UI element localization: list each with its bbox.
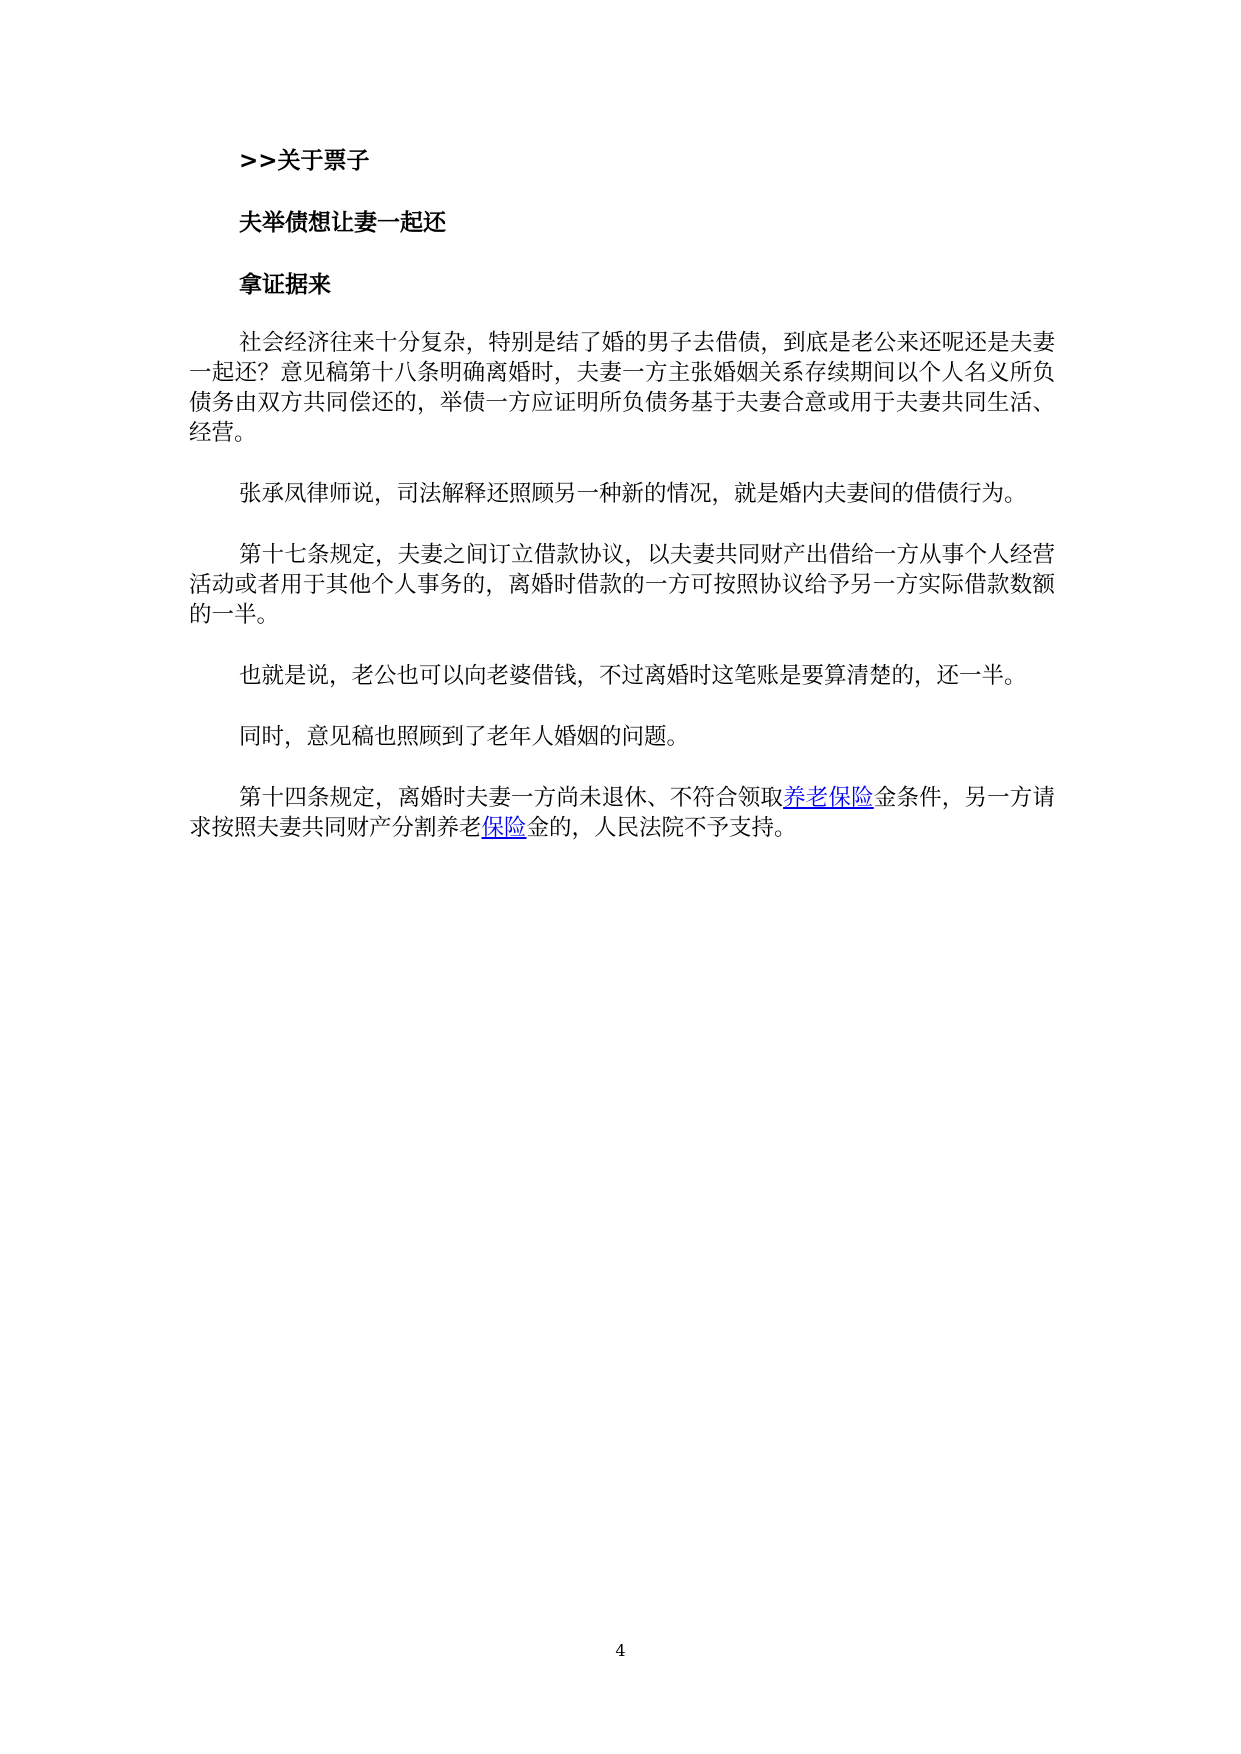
body-paragraph: 社会经济往来十分复杂，特别是结了婚的男子去借债，到底是老公来还呢还是夫妻一起还？意见稿第十八条明确离婚时，夫妻一方主张婚姻关系存续期间以个人名义所负债务由双方共同偿还的，举债一方应证明所负债务基于夫妻合意或用于夫妻共同生活、经营。 <box>189 330 1055 446</box>
body-paragraph: 第十七条规定，夫妻之间订立借款协议，以夫妻共同财产出借给一方从事个人经营活动或者用于其他个人事务的，离婚时借款的一方可按照协议给予另一方实际借款数额的一半。 <box>189 542 1055 628</box>
section-heading-evidence: 拿证据来 <box>239 272 331 298</box>
body-paragraph: 张承凤律师说，司法解释还照顾另一种新的情况，就是婚内夫妻间的借债行为。 <box>239 481 1027 507</box>
document-body <box>189 146 1055 874</box>
paragraph-text: 金条件，另一方请求按照夫妻共同财产分割养老 <box>189 785 1055 841</box>
body-paragraph: 也就是说，老公也可以向老婆借钱，不过离婚时这笔账是要算清楚的，还一半。 <box>239 663 1027 689</box>
body-paragraph-with-links <box>189 783 1055 843</box>
page-number: 4 <box>615 1641 626 1660</box>
body-paragraph: 同时，意见稿也照顾到了老年人婚姻的问题。 <box>239 724 690 750</box>
section-heading-debt: 夫举债想让妻一起还 <box>239 210 446 236</box>
insurance-link[interactable]: 保险 <box>481 815 527 841</box>
pension-insurance-link[interactable]: 养老保险 <box>783 785 874 811</box>
paragraph-text: 金的，人民法院不予支持。 <box>526 815 797 841</box>
paragraph-text: 第十四条规定，离婚时夫妻一方尚未退休、不符合领取 <box>239 785 784 811</box>
section-heading-about-money: >>关于票子 <box>239 148 370 174</box>
